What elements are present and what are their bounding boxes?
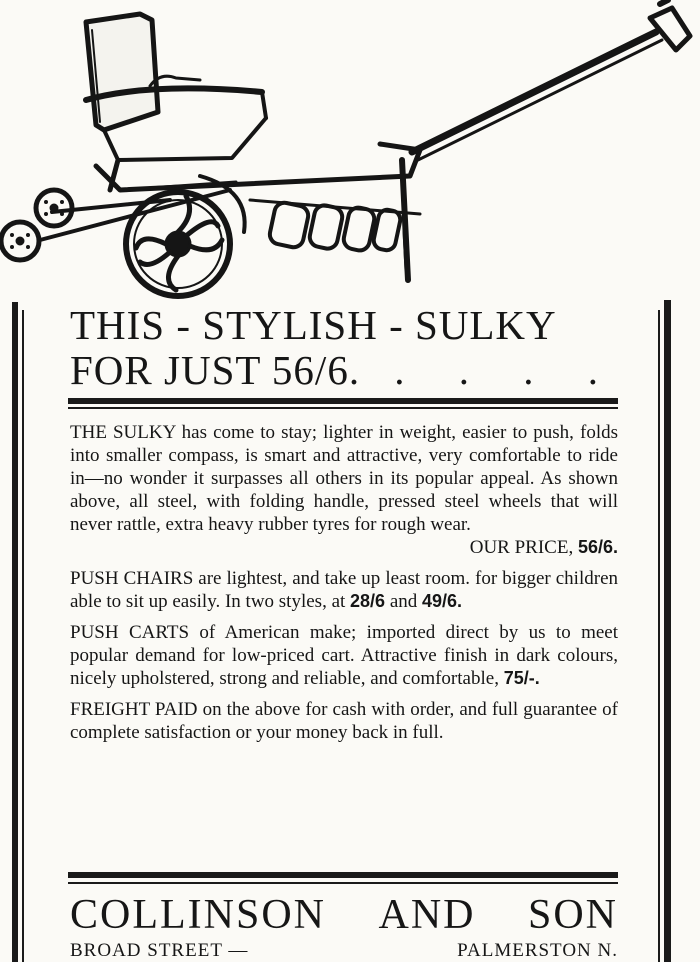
- push-carts-description: PUSH CARTS of American make; imported direct by us to meet popular demand for low-priced cart. Attractive finish in dark colours, nicely upholstered, strong and reliable, and comfortable,: [70, 622, 618, 689]
- headline-rule-thin: [68, 407, 618, 409]
- footer-rule-thick: [68, 872, 618, 878]
- push-chairs-paragraph: [70, 567, 618, 613]
- push-chairs-and: and: [389, 591, 418, 612]
- headline: [70, 303, 630, 393]
- freight-paragraph: [70, 698, 618, 744]
- sulky-price-line: [70, 536, 618, 559]
- street-address: BROAD STREET —: [70, 940, 249, 961]
- frame-right-border: [664, 300, 671, 962]
- sulky-paragraph: [70, 421, 618, 559]
- headline-line-2: FOR JUST 56/6.: [70, 347, 361, 393]
- town-address: PALMERSTON N.: [457, 940, 618, 961]
- sulky-description: THE SULKY has come to stay; lighter in weight, easier to push, folds into smaller compass, is smart and attractive, very comfortable to ride in—no wonder it surpasses all others in its popular appeal. As shown above, all steel, with folding handle, pressed steel wheels that will never rattle, extra heavy rubber tyres for rough wear.: [70, 422, 618, 535]
- sulky-pushchair-illustration-icon: [0, 0, 700, 300]
- push-carts-paragraph: [70, 621, 618, 690]
- company-name: [70, 892, 618, 938]
- push-chairs-description: PUSH CHAIRS are lightest, and take up least room. for bigger children able to sit up easily. In two styles, at: [70, 568, 618, 612]
- company-name-word-1: COLLINSON: [70, 892, 326, 938]
- push-chairs-price-2: 49/6.: [422, 591, 463, 611]
- frame-left-border: [12, 302, 18, 962]
- frame-right-inner-border: [658, 310, 660, 962]
- company-name-word-2: AND: [378, 892, 476, 938]
- company-name-word-3: SON: [527, 892, 618, 938]
- ad-body-copy: [70, 421, 618, 752]
- push-carts-price: 75/-.: [503, 668, 540, 688]
- footer-rule-thin: [68, 882, 618, 884]
- headline-line-1: THIS - STYLISH - SULKY: [70, 302, 557, 348]
- push-chairs-price-1: 28/6: [350, 591, 386, 611]
- headline-dots: . . . .: [394, 347, 620, 393]
- sulky-price-label: OUR PRICE,: [469, 537, 574, 558]
- sulky-price: 56/6.: [577, 537, 618, 557]
- frame-left-inner-border: [22, 310, 24, 962]
- company-address: [70, 940, 618, 962]
- freight-description: FREIGHT PAID on the above for cash with order, and full guarantee of complete satisfaction or your money back in full.: [70, 699, 618, 743]
- headline-rule-thick: [68, 398, 618, 404]
